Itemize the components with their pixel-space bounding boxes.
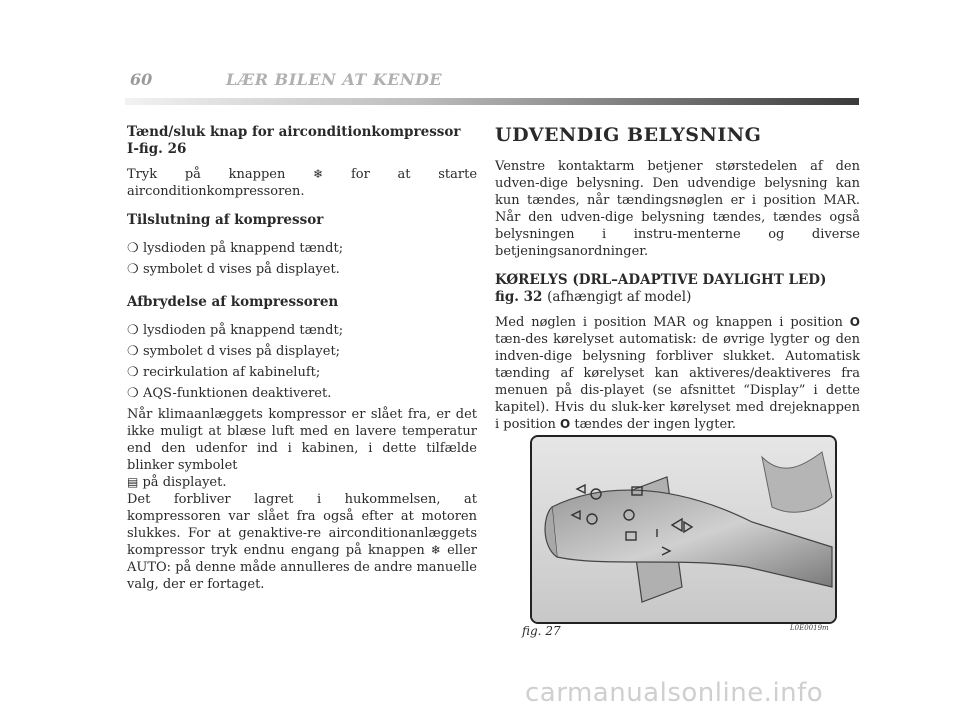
- compressor-heading: Tænd/sluk knap for airconditionkompressor I-fig. 26: [127, 124, 461, 157]
- page-header: [130, 70, 860, 90]
- list-item: ❍ lysdioden på knappend tændt;: [127, 241, 344, 256]
- list-item: ❍ AQS-funktionen deaktiveret.: [127, 386, 332, 401]
- list-item: ❍ recirkulation af kabineluft;: [127, 365, 321, 380]
- chapter-title: LÆR BILEN AT KENDE: [226, 70, 443, 89]
- stalk-illustration: [530, 435, 837, 624]
- bullet-icon: ❍: [127, 241, 139, 256]
- compressor-off-paragraph: Når klimaanlæggets kompressor er slået fra, er det ikke muligt at blæse luft med en lavere temperatur end den udenfor ind i kabinen, i dette tilfælde blinker symbolet ▤ på displayet.: [127, 407, 477, 490]
- disconnect-heading: Afbrydelse af kompressoren: [127, 294, 339, 310]
- memory-paragraph: Det forbliver lagret i hukommelsen, at kompressoren var slået fra også efter at motoren slukkes. For at genaktive-re airconditionanlæggets kompressor tryk endnu engang på knappen ❄ eller AUTO: på denne måde annulleres de andre manuelle valg, der er fortaget.: [127, 492, 477, 592]
- drl-paragraph: Med nøglen i position MAR og knappen i position O tæn-des kørelyset automatisk: de øvrige lygter og den indven-dige belysning forbliver slukket. Automatisk tænding af kørelyset kan aktiveres/deaktiveres fra menuen på dis-playet (se afsnittet “Display” i dette kapitel). Hvis du sluk-ker kørelyset med drejeknappen i position O tændes der ingen lygter.: [495, 315, 860, 432]
- bullet-icon: ❍: [127, 323, 139, 338]
- bullet-icon: ❍: [127, 386, 139, 401]
- page-number: 60: [130, 70, 153, 89]
- snowflake-icon: ❄: [313, 167, 324, 181]
- bullet-icon: ❍: [127, 365, 139, 380]
- connect-heading: Tilslutning af kompressor: [127, 212, 324, 228]
- compressor-intro: Tryk på knappen ❄ for at starte airconditionkompressoren.: [127, 167, 478, 199]
- left-column: [127, 124, 477, 593]
- figure-caption: fig. 27: [522, 624, 561, 638]
- display-symbol-icon: ▤: [127, 475, 139, 489]
- light-stalk-drawing: [532, 437, 835, 622]
- right-column: [495, 124, 860, 433]
- lighting-intro: Venstre kontaktarm betjener størstedelen af den udven-dige belysning. Den udvendige belysning kan kun tændes, når tændingsnøglen er i position MAR. Når den udven-dige belysning tændes, tændes også belysningen i instru-menterne og diverse betjeningsanordninger.: [495, 159, 860, 259]
- position-o-icon: O: [560, 417, 571, 431]
- fig-reference: fig. 32: [495, 289, 543, 305]
- position-o-icon: O: [849, 315, 860, 329]
- list-item: ❍ symbolet d vises på displayet;: [127, 344, 341, 359]
- bullet-icon: ❍: [127, 344, 139, 359]
- snowflake-icon: ❄: [430, 543, 441, 557]
- section-heading: UDVENDIG BELYSNING: [495, 124, 762, 146]
- header-rule: [125, 98, 859, 105]
- bullet-icon: ❍: [127, 262, 139, 277]
- list-item: ❍ symbolet d vises på displayet.: [127, 262, 340, 277]
- figure-code: L0E0019m: [790, 624, 829, 632]
- watermark: carmanualsonline.info: [525, 678, 824, 708]
- list-item: ❍ lysdioden på knappend tændt;: [127, 323, 344, 338]
- drl-heading: KØRELYS (DRL–ADAPTIVE DAYLIGHT LED) fig. 32 (afhængigt af model): [495, 272, 827, 305]
